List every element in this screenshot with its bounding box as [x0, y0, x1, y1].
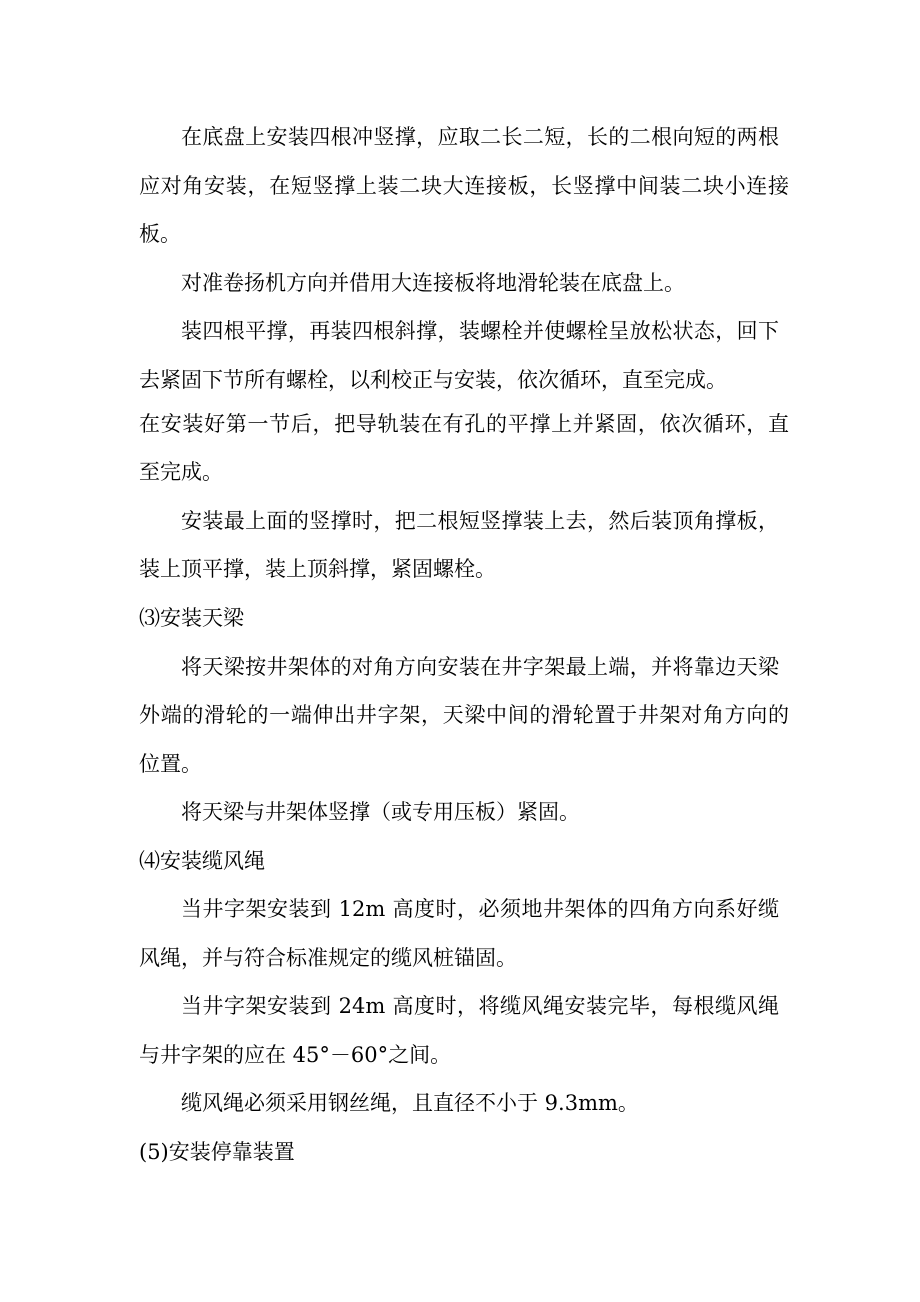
- text-line: 风绳，并与符合标准规定的缆风桩锚固。: [139, 946, 517, 970]
- text-line: 将天梁与井架体竖撑（或专用压板）紧固。: [181, 800, 580, 824]
- text-line: 在安装好第一节后，把导轨装在有孔的平撑上并紧固，依次循环，直: [139, 412, 789, 436]
- text-line: 将天梁按井架体的对角方向安装在井字架最上端，并将靠边天梁: [181, 655, 779, 679]
- section-heading: ⑷安装缆风绳: [139, 849, 265, 873]
- text-line: 与井字架的应在 45°－60°之间。: [139, 1043, 452, 1067]
- text-line: 外端的滑轮的一端伸出井字架，天梁中间的滑轮置于井架对角方向的: [139, 703, 789, 727]
- text-line: 装上顶平撑，装上顶斜撑，紧固螺栓。: [139, 557, 496, 581]
- section-heading: ⑶安装天梁: [139, 606, 244, 630]
- text-line: 缆风绳必须采用钢丝绳，且直径不小于 9.3mm。: [181, 1091, 639, 1115]
- section-heading: (5)安装停靠装置: [139, 1140, 295, 1164]
- text-line: 至完成。: [139, 460, 223, 484]
- text-line: 安装最上面的竖撑时，把二根短竖撑装上去，然后装顶角撑板，: [181, 509, 779, 533]
- text-line: 去紧固下节所有螺栓，以利校正与安装，依次循环，直至完成。: [139, 368, 727, 392]
- text-line: 位置。: [139, 752, 202, 776]
- text-line: 对准卷扬机方向并借用大连接板将地滑轮装在底盘上。: [181, 271, 685, 295]
- text-line: 板。: [139, 222, 181, 246]
- text-line: 当井字架安装到 12m 高度时，必须地井架体的四角方向系好缆: [181, 897, 779, 921]
- text-line: 应对角安装，在短竖撑上装二块大连接板，长竖撑中间装二块小连接: [139, 174, 789, 198]
- text-line: 当井字架安装到 24m 高度时，将缆风绳安装完毕，每根缆风绳: [181, 994, 779, 1018]
- text-line: 装四根平撑，再装四根斜撑，装螺栓并使螺栓呈放松状态，回下: [181, 319, 779, 343]
- text-line: 在底盘上安装四根冲竖撑，应取二长二短，长的二根向短的两根: [181, 125, 779, 149]
